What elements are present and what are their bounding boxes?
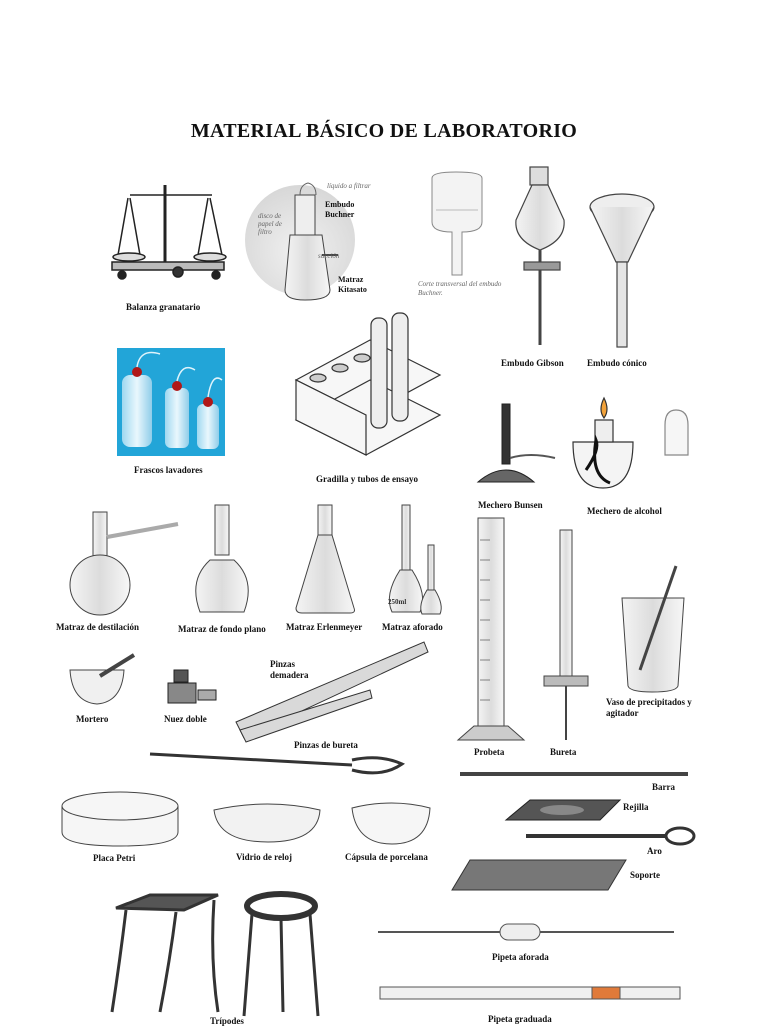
separatory-funnel-drawing <box>516 167 564 345</box>
distillation-flask-drawing <box>70 512 178 615</box>
label-rejilla: Rejilla <box>623 802 649 812</box>
buchner-cross-section-drawing <box>432 172 482 275</box>
wire-gauze-drawing <box>506 800 620 820</box>
burette-drawing <box>544 530 588 740</box>
label-matraz-destilacion: Matraz de destilación <box>56 622 139 632</box>
annotation-suction: succión <box>318 252 340 260</box>
label-vaso-precipitados: Vaso de precipitados y agitador <box>606 697 692 718</box>
annotation-liquid: líquido a filtrar <box>327 182 371 190</box>
beaker-drawing <box>622 566 684 692</box>
label-placa-petri: Placa Petri <box>93 853 136 863</box>
annotation-aforado-volume: 250ml <box>388 598 407 606</box>
label-barra: Barra <box>652 782 675 792</box>
porcelain-dish-drawing <box>352 803 430 844</box>
label-soporte: Soporte <box>630 870 660 880</box>
label-frascos-lavadores: Frascos lavadores <box>134 465 203 475</box>
label-embudo-gibson: Embudo Gibson <box>501 358 564 368</box>
conical-funnel-drawing <box>590 194 654 347</box>
mortar-drawing <box>70 655 134 704</box>
label-mechero-alcohol: Mechero de alcohol <box>587 506 662 516</box>
label-embudo-conico: Embudo cónico <box>587 358 647 368</box>
watch-glass-drawing <box>214 804 320 842</box>
alcohol-lamp-drawing <box>573 398 688 488</box>
label-matraz-erlenmeyer: Matraz Erlenmeyer <box>286 622 363 632</box>
page-title: MATERIAL BÁSICO DE LABORATORIO <box>190 120 578 142</box>
wash-bottles-photo <box>117 348 225 456</box>
label-pinzas-madera: Pinzas demadera <box>270 659 309 680</box>
petri-dish-drawing <box>62 792 178 846</box>
graduated-cylinder-drawing <box>458 518 524 740</box>
label-bureta: Bureta <box>550 747 577 757</box>
label-balanza: Balanza granatario <box>126 302 201 312</box>
erlenmeyer-flask-drawing <box>296 505 355 613</box>
label-vidrio-reloj: Vidrio de reloj <box>236 852 292 862</box>
label-pipeta-graduada: Pipeta graduada <box>488 1014 552 1024</box>
label-pinzas-bureta: Pinzas de bureta <box>294 740 358 750</box>
double-clamp-drawing <box>168 670 216 703</box>
label-nuez-doble: Nuez doble <box>164 714 207 724</box>
label-gradilla: Gradilla y tubos de ensayo <box>316 474 419 484</box>
label-matraz-fondo-plano: Matraz de fondo plano <box>178 624 266 634</box>
annotation-cross-section: Corte transversal del embudo Buchner. <box>418 280 502 297</box>
annotation-filter-paper: disco de papel de filtro <box>258 212 282 236</box>
label-probeta: Probeta <box>474 747 505 757</box>
stand-base-drawing <box>452 860 626 890</box>
flat-bottom-flask-drawing <box>196 505 248 612</box>
label-aro: Aro <box>647 846 662 856</box>
label-capsula-porcelana: Cápsula de porcelana <box>345 852 428 862</box>
tripods-drawing <box>112 894 318 1016</box>
label-tripode: Trípodes <box>210 1016 244 1026</box>
label-mechero-bunsen: Mechero Bunsen <box>478 500 543 510</box>
ring-drawing <box>526 828 694 844</box>
label-matraz-aforado: Matraz aforado <box>382 622 443 632</box>
bunsen-burner-drawing <box>478 404 555 482</box>
balance-drawing <box>112 185 226 279</box>
label-matraz-kitasato: Matraz Kitasato <box>338 275 367 294</box>
wood-tongs-drawing <box>236 642 428 742</box>
label-embudo-buchner: Embudo Buchner <box>325 200 355 219</box>
label-mortero: Mortero <box>76 714 109 724</box>
burette-clamp-drawing <box>150 754 402 773</box>
test-tube-rack-drawing <box>296 313 440 455</box>
label-pipeta-aforada: Pipeta aforada <box>492 952 549 962</box>
